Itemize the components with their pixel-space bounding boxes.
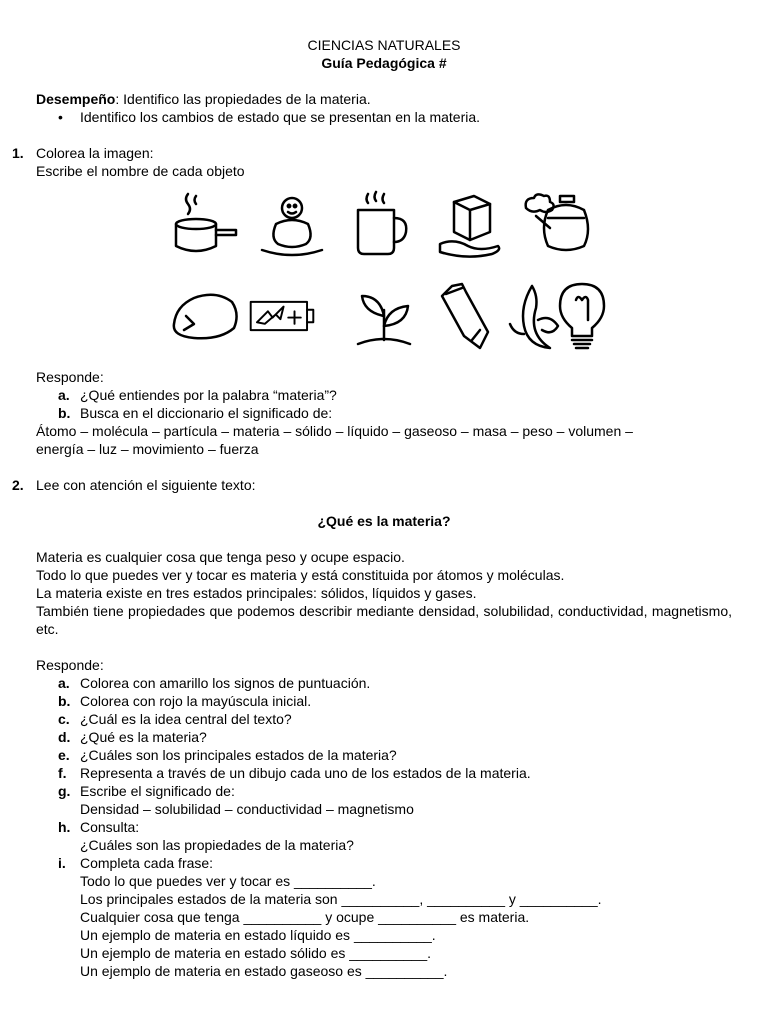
q2-item-i xyxy=(36,854,732,872)
page-subtitle: Guía Pedagógica # xyxy=(321,55,447,71)
q2-item-label: g. xyxy=(58,783,71,799)
frase-2: Los principales estados de la materia son __________, __________ y __________. xyxy=(80,891,602,907)
q2-item-label: h. xyxy=(58,819,71,835)
q2-item-g xyxy=(36,782,732,800)
reading-p4: También tiene propiedades que podemos describir mediante densidad, solubilidad, conductividad, magnetismo, etc. xyxy=(36,603,732,637)
q2-item-label: e. xyxy=(58,747,70,763)
q1-instruction-2: Escribe el nombre de cada objeto xyxy=(36,163,245,179)
page-title: CIENCIAS NATURALES xyxy=(307,37,461,53)
reading-title: ¿Qué es la materia? xyxy=(317,513,451,529)
q2-item-label: b. xyxy=(58,693,71,709)
mug-icon xyxy=(344,188,416,260)
question-1-number: 1. xyxy=(12,145,24,161)
q2-item-h xyxy=(36,818,732,836)
q1-item-a xyxy=(36,386,732,404)
reading-p3: La materia existe en tres estados principales: sólidos, líquidos y gases. xyxy=(36,585,477,601)
bullet-icon: • xyxy=(58,109,63,125)
q2-item-c xyxy=(36,710,732,728)
q2-responde: Responde: xyxy=(36,657,104,673)
q1-item-b-label: b. xyxy=(58,405,71,421)
desempeno-bullet xyxy=(36,108,732,126)
q1-item-b-text: Busca en el diccionario el significado de: xyxy=(80,405,333,421)
melting-ice-cube-icon xyxy=(432,188,504,260)
frase-1: Todo lo que puedes ver y tocar es __________. xyxy=(80,873,376,889)
q2-item-text: Consulta: xyxy=(80,819,140,835)
desempeno-line xyxy=(36,90,732,108)
q1-words-line-1: Átomo – molécula – partícula – materia – sólido – líquido – gaseoso – masa – peso – volumen – xyxy=(36,423,633,439)
q1-item-b xyxy=(36,404,732,422)
pencil-icon xyxy=(432,280,504,352)
objects-image-grid xyxy=(168,188,608,356)
bullet-text: Identifico los cambios de estado que se presentan en la materia. xyxy=(80,109,481,125)
q2-item-text: Escribe el significado de: xyxy=(80,783,235,799)
q2-item-label: a. xyxy=(58,675,70,691)
question-2 xyxy=(12,476,732,494)
q2-intro: Lee con atención el siguiente texto: xyxy=(36,477,256,493)
rock-icon xyxy=(168,280,240,352)
q2-item-text: ¿Cuáles son los principales estados de la materia? xyxy=(80,747,397,763)
frase-6: Un ejemplo de materia en estado gaseoso es __________. xyxy=(80,963,448,979)
q2-item-text: Colorea con rojo la mayúscula inicial. xyxy=(80,693,312,709)
q2-item-text: ¿Qué es la materia? xyxy=(80,729,207,745)
plant-icon xyxy=(348,280,420,352)
q2-item-text: ¿Cuál es la idea central del texto? xyxy=(80,711,292,727)
q2-item-text: Representa a través de un dibujo cada uno de los estados de la materia. xyxy=(80,765,531,781)
q2-item-e xyxy=(36,746,732,764)
q2-item-label: c. xyxy=(58,711,70,727)
q2-item-text: Colorea con amarillo los signos de puntuación. xyxy=(80,675,371,691)
frase-3: Cualquier cosa que tenga __________ y ocupe __________ es materia. xyxy=(80,909,530,925)
kettle-icon xyxy=(520,188,592,260)
q2-item-d xyxy=(36,728,732,746)
q2-item-text: Completa cada frase: xyxy=(80,855,214,871)
frase-4: Un ejemplo de materia en estado líquido es __________. xyxy=(80,927,436,943)
q2-item-b xyxy=(36,692,732,710)
q2-item-label: i. xyxy=(58,855,66,871)
question-1 xyxy=(12,144,732,180)
q2-item-g-sub: Densidad – solubilidad – conductividad – magnetismo xyxy=(80,801,414,817)
desempeno-label: Desempeño xyxy=(36,91,116,107)
battery-icon xyxy=(246,280,318,352)
q2-item-h-sub: ¿Cuáles son las propiedades de la materia? xyxy=(80,837,354,853)
question-2-number: 2. xyxy=(12,477,24,493)
reading-p2: Todo lo que puedes ver y tocar es materia y está constituida por átomos y moléculas. xyxy=(36,567,565,583)
q2-item-a xyxy=(36,674,732,692)
light-bulb-icon xyxy=(546,280,618,352)
q1-item-a-label: a. xyxy=(58,387,70,403)
pot-icon xyxy=(168,188,240,260)
q1-instruction-1: Colorea la imagen: xyxy=(36,145,154,161)
q2-item-label: d. xyxy=(58,729,71,745)
q1-item-a-text: ¿Qué entiendes por la palabra “materia”? xyxy=(80,387,337,403)
q2-item-f xyxy=(36,764,732,782)
melting-snowman-icon xyxy=(256,188,328,260)
q2-item-label: f. xyxy=(58,765,67,781)
frase-5: Un ejemplo de materia en estado sólido es __________. xyxy=(80,945,432,961)
q1-words-line-2: energía – luz – movimiento – fuerza xyxy=(36,441,259,457)
desempeno-text: : Identifico las propiedades de la materia. xyxy=(115,91,371,107)
reading-p1: Materia es cualquier cosa que tenga peso y ocupe espacio. xyxy=(36,549,405,565)
q1-responde: Responde: xyxy=(36,369,104,385)
